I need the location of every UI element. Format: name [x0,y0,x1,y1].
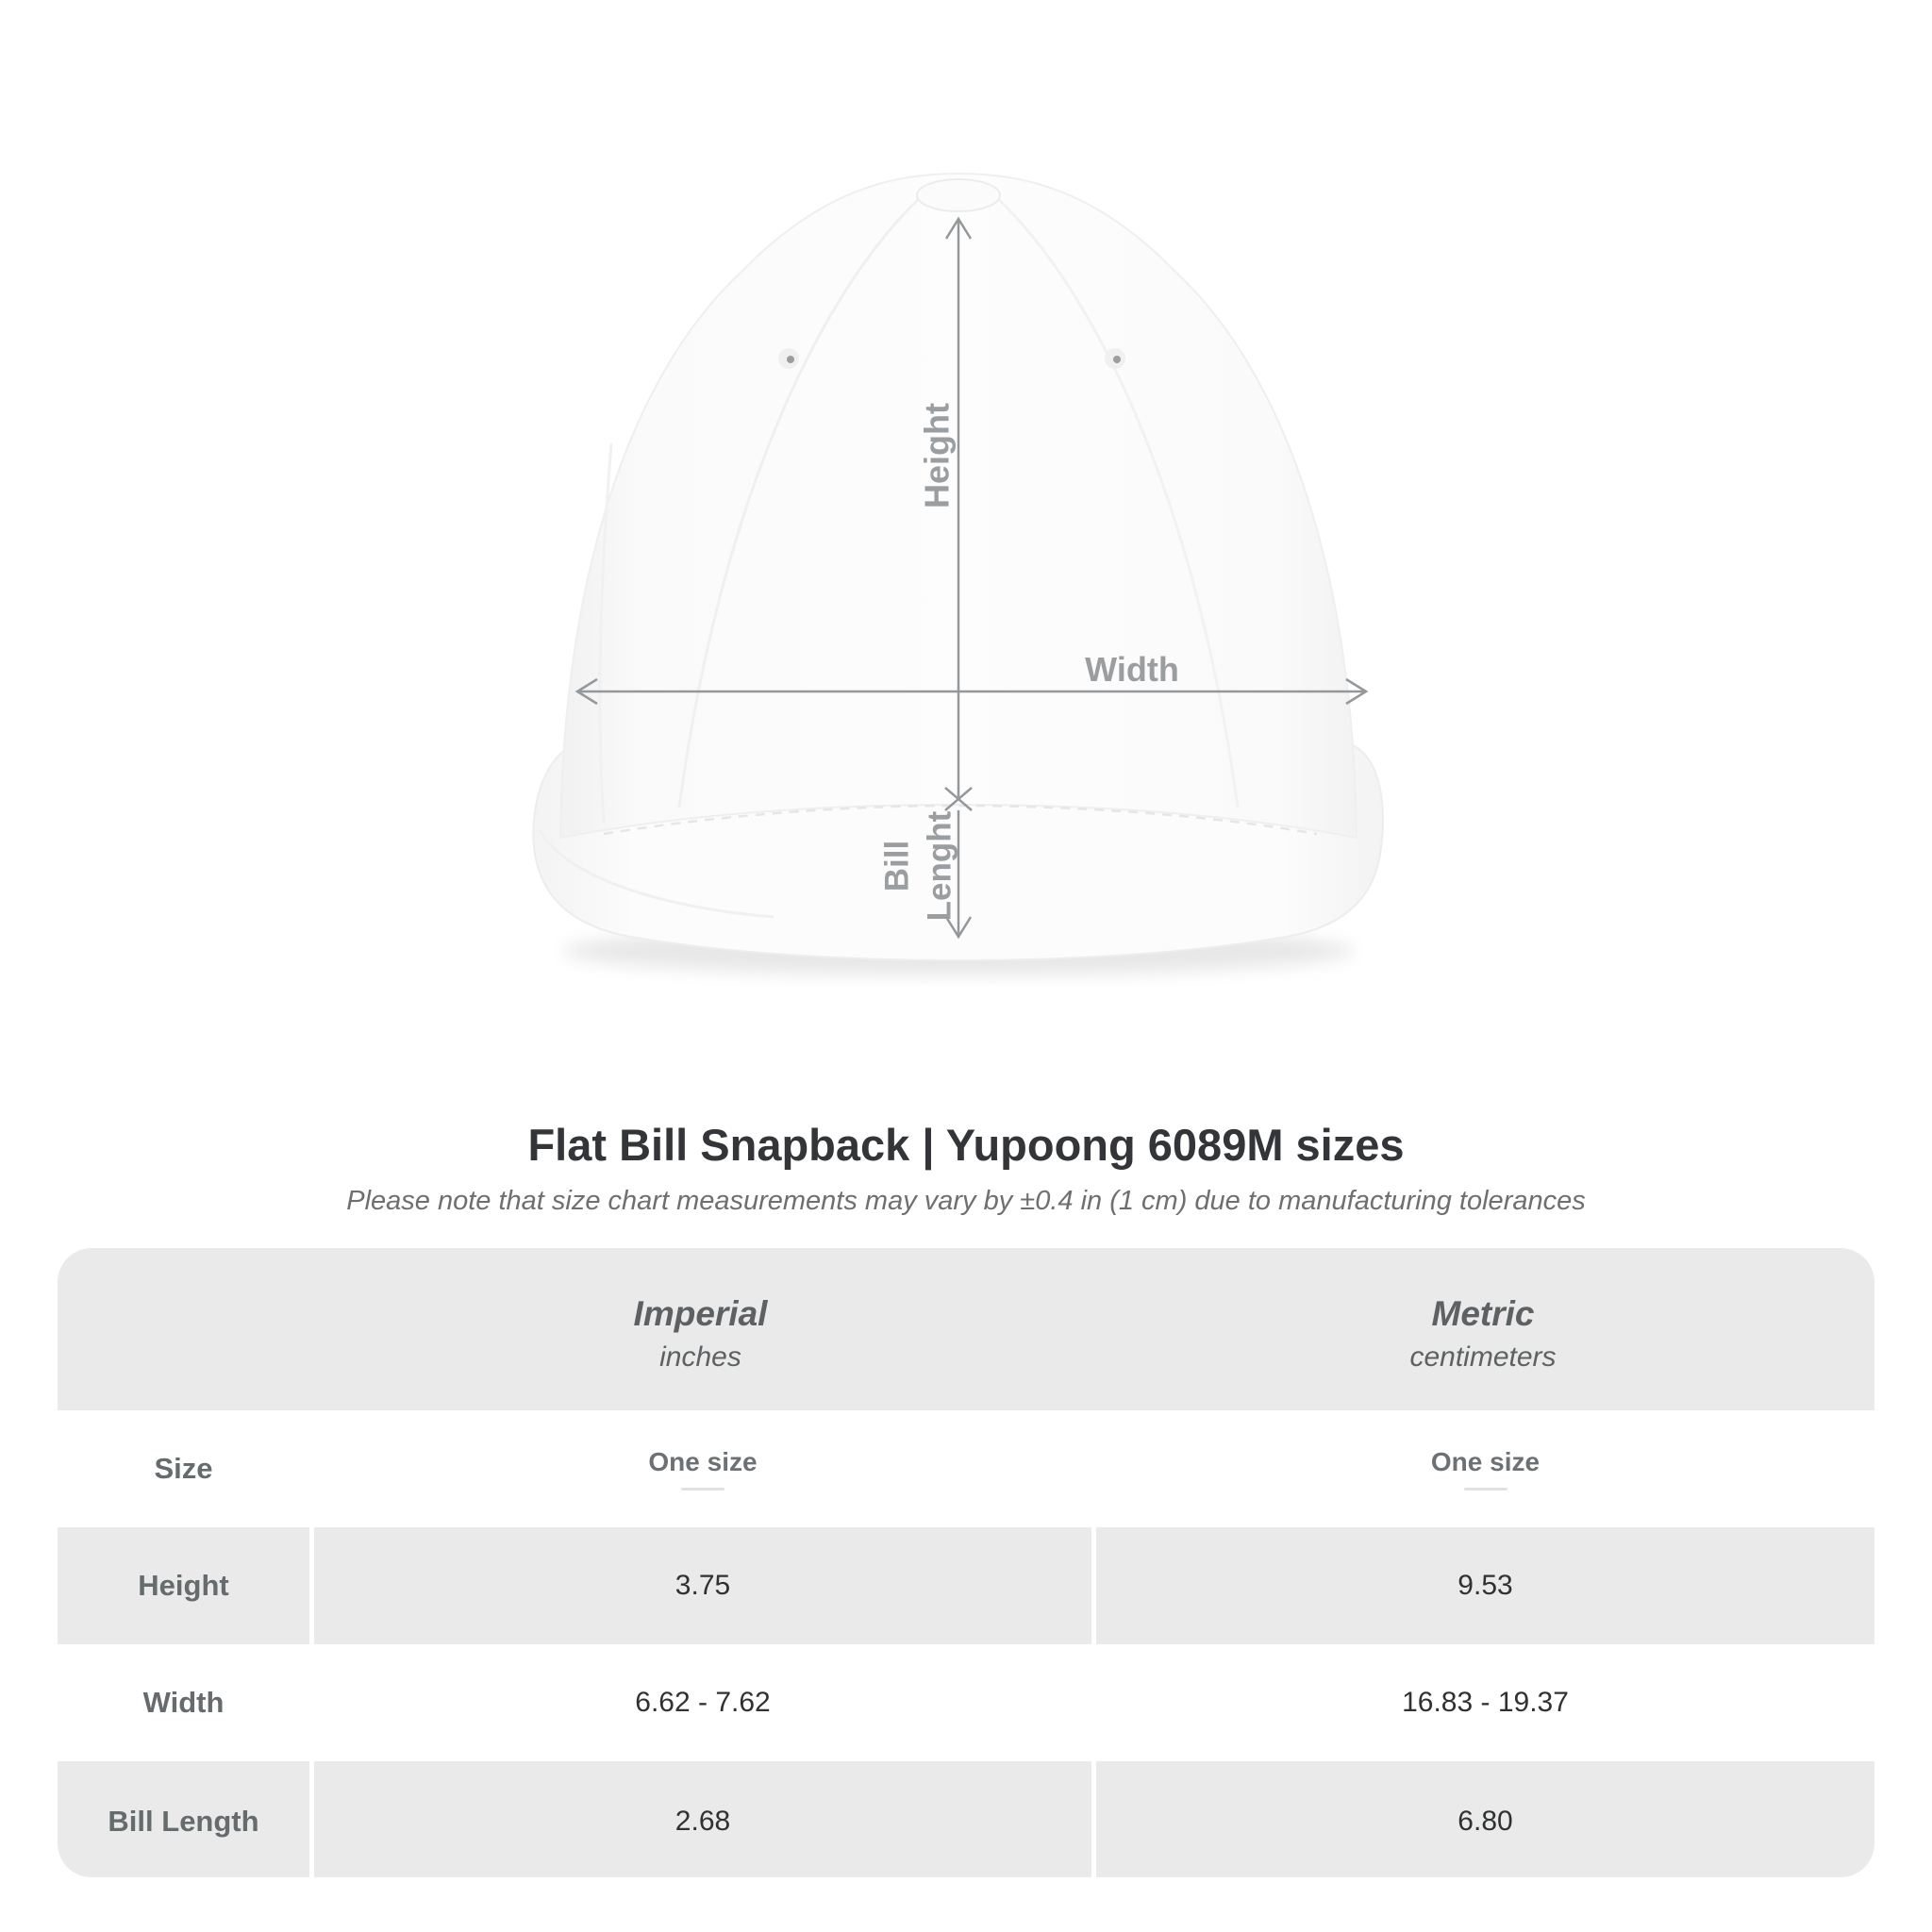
imperial-value-cell [309,1410,1091,1527]
width-dimension-label: Width [1085,650,1179,689]
page-title: Flat Bill Snapback | Yupoong 6089M sizes [527,1120,1405,1170]
one-size-underline [1464,1488,1507,1491]
metric-value-cell [1091,1410,1874,1527]
width-value-metric: 16.83 - 19.37 [1402,1687,1569,1718]
metric-column-unit: centimeters [1409,1341,1557,1373]
metric-column-title: Metric [1431,1294,1535,1333]
metric-value-cell [1091,1527,1874,1644]
hat-measurement-diagram [472,113,1472,1019]
heading-block [0,1119,1932,1217]
row-label-cell [58,1761,309,1877]
imperial-column-unit: inches [659,1341,741,1373]
row-label: Size [154,1452,213,1485]
header-spacer-cell [58,1248,309,1410]
row-label-cell [58,1410,309,1527]
width-value-imperial: 6.62 - 7.62 [635,1687,771,1718]
metric-value-cell [1091,1644,1874,1761]
row-label: Bill Length [108,1804,259,1838]
eyelet-right [1105,348,1125,369]
header-imperial-cell [309,1248,1091,1410]
row-label-cell [58,1527,309,1644]
height-value-imperial: 3.75 [675,1570,731,1601]
row-label-cell [58,1644,309,1761]
table-header-row [58,1248,1874,1410]
imperial-value-cell [309,1527,1091,1644]
height-dimension-label: Height [917,403,957,508]
imperial-column-title: Imperial [633,1294,768,1333]
row-label: Height [138,1569,229,1602]
table-row-size [58,1410,1874,1527]
crown-button [917,179,1000,211]
header-metric-cell [1091,1248,1874,1410]
bill-length-dimension-label-line1: Bill [878,840,916,892]
bill-length-value-imperial: 2.68 [675,1805,731,1837]
one-size-underline [681,1488,724,1491]
table-row-bill-length [58,1761,1874,1877]
size-value-metric: One size [1430,1447,1541,1476]
size-value-imperial: One size [648,1447,758,1476]
imperial-value-cell [309,1761,1091,1877]
size-chart-table [58,1248,1874,1877]
eyelet-left [778,348,799,369]
bill-length-value-metric: 6.80 [1457,1805,1513,1837]
bill-length-dimension-label-line2: Lenght [921,810,958,922]
imperial-value-cell [309,1644,1091,1761]
height-value-metric: 9.53 [1457,1570,1513,1601]
row-label: Width [142,1686,225,1719]
table-row-height [58,1527,1874,1644]
tolerance-note: Please note that size chart measurements may vary by ±0.4 in (1 cm) due to manufacturing tolerances [346,1186,1586,1216]
table-row-width [58,1644,1874,1761]
metric-value-cell [1091,1761,1874,1877]
